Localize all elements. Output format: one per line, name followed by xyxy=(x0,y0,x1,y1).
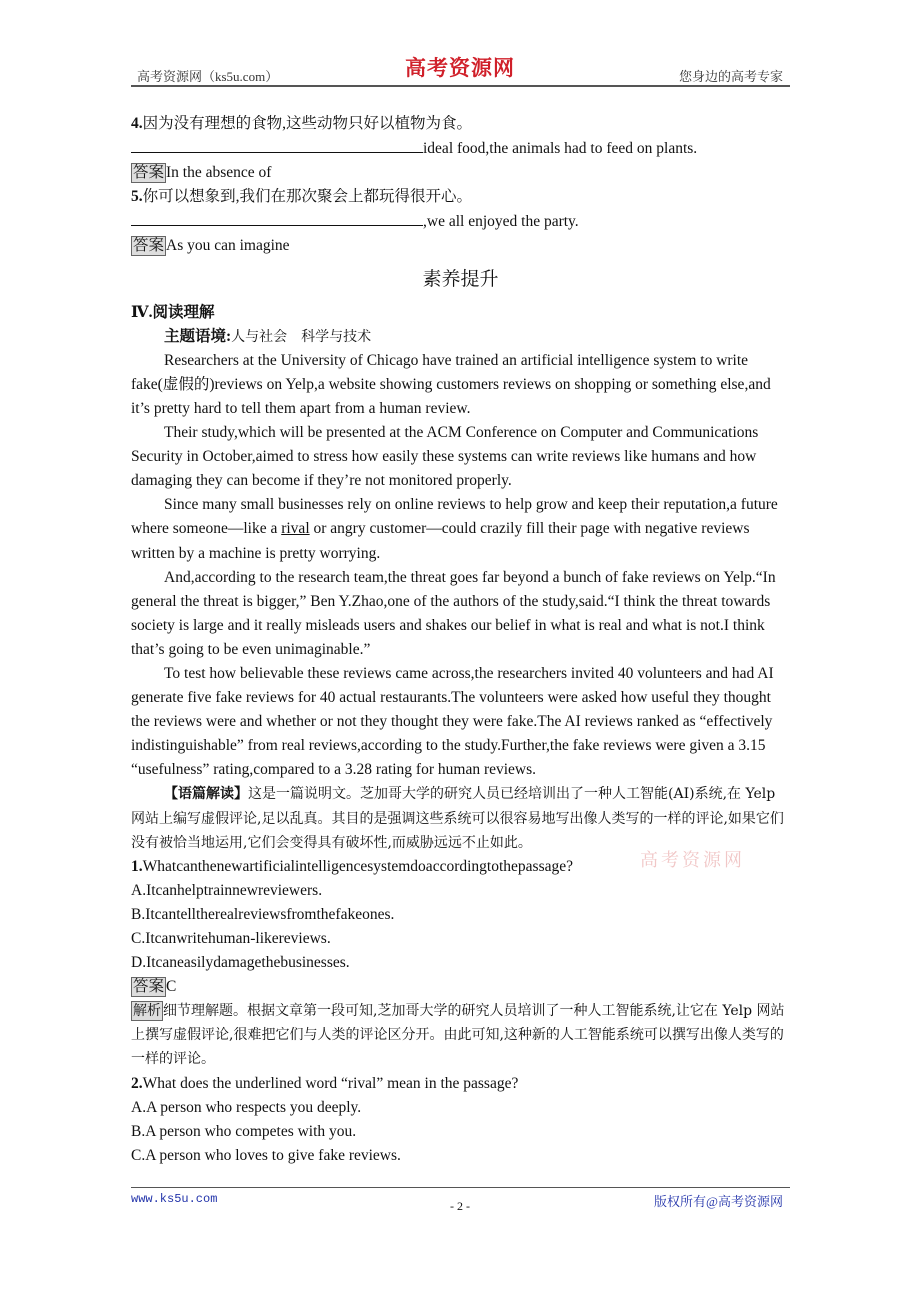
passage-paragraph: To test how believable these reviews came across,the researchers invited 40 volunteers and had AI generate five fake reviews for 40 actual restaurants.The volunteers were asked how useful they thought the reviews were and whether or not they thought they were fake.The AI reviews ranked as “effectively indistinguishable” from real reviews,according to the study.Further,the fake reviews were given a 3.15 “usefulness” rating,compared to a 3.28 rating for human reviews. xyxy=(131,664,774,779)
footer-link[interactable]: www.ks5u.com xyxy=(131,1192,218,1206)
passage-paragraph: And,according to the research team,the threat goes far beyond a bunch of fake reviews on Yelp.“In general the threat is bigger,” Ben Y.Zhao,one of the authors of the study,said.“I think the threat towards society is large and it really misleads users and shakes our belief in what is real and what is not.I think that’s going to be even unimaginable.” xyxy=(131,568,776,658)
q1-explanation xyxy=(131,999,790,1071)
q1-option: A.Itcanhelptrainnewreviewers. xyxy=(131,881,323,899)
underlined-word: rival xyxy=(281,520,310,538)
q4-prompt xyxy=(131,112,790,136)
q5-sentence xyxy=(131,209,790,234)
para3-after: or angry customer—could crazily fill their page with negative reviews written by a machine is pretty worrying. xyxy=(131,520,750,562)
header-logo: 高考资源网 xyxy=(405,56,515,80)
answer-tag: 答案 xyxy=(133,164,165,182)
analysis-label: 【语篇解读】 xyxy=(164,786,248,803)
passage-paragraph xyxy=(131,493,790,565)
q1-option: C.Itcanwritehuman-likereviews. xyxy=(131,930,331,947)
q1-number: 1. xyxy=(131,857,143,875)
passage-paragraph: Their study,which will be presented at the ACM Conference on Computer and Communications Security in October,aimed to stress how easily these systems can write reviews like humans and how damaging they can become if they’re not monitored properly. xyxy=(131,424,759,490)
q4-number: 4. xyxy=(131,115,143,132)
section-title: 素养提升 xyxy=(422,268,499,290)
answer-tag: 答案 xyxy=(133,978,165,996)
header-site-name: 高考资源网（ks5u.com） xyxy=(137,69,279,84)
q2-option: B.A person who competes with you. xyxy=(131,1122,357,1140)
q1-option: B.Itcantelltherealreviewsfromthefakeones. xyxy=(131,905,395,923)
q2-option: A.A person who respects you deeply. xyxy=(131,1098,362,1116)
para3-before: Since many small businesses rely on online reviews to help grow and keep their reputation,a future where someone—like a xyxy=(131,496,778,538)
q4-answer-text: In the absence of xyxy=(166,164,272,182)
passage-analysis xyxy=(131,782,790,854)
passage-paragraph: Researchers at the University of Chicago have trained an artificial intelligence system to write fake(虚假的)reviews on Yelp,a website showing customers reviews on shopping or something else,and it’s pretty hard to tell them apart from a human review. xyxy=(131,351,771,417)
q5-prompt xyxy=(131,185,790,209)
header-divider xyxy=(131,85,790,87)
watermark: 高考资源网 xyxy=(640,850,745,870)
q1-stem-text: Whatcanthenewartificialintelligencesystemdoaccordingtothepassage? xyxy=(142,857,573,875)
q4-blank xyxy=(131,136,423,153)
q5-answer xyxy=(131,234,790,258)
page-number: - 2 - xyxy=(450,1199,470,1213)
footer-divider xyxy=(131,1187,790,1188)
footer-copyright: 版权所有@高考资源网 xyxy=(654,1194,783,1209)
q4-sentence xyxy=(131,136,790,161)
header-slogan: 您身边的高考专家 xyxy=(678,69,783,84)
explanation-tag: 解析 xyxy=(133,1003,161,1020)
theme xyxy=(131,325,790,349)
q1-explanation-text: 细节理解题。根据文章第一段可知,芝加哥大学的研究人员培训了一种人工智能系统,让它在 Yelp 网站上撰写虚假评论,很难把它们与人类的评论区分开。由此可知,这种新的人工智能系统可以撰写出像人类写的一样的评论。 xyxy=(131,1003,785,1068)
q5-number: 5. xyxy=(131,188,143,206)
q4-prompt-text: 因为没有理想的食物,这些动物只好以植物为食。 xyxy=(142,115,473,132)
q5-blank xyxy=(131,209,423,226)
q5-prompt-text: 你可以想象到,我们在那次聚会上都玩得很开心。 xyxy=(142,188,473,206)
q2-option: C.A person who loves to give fake reviews. xyxy=(131,1146,401,1164)
part-title xyxy=(131,301,790,325)
q2-stem xyxy=(131,1072,790,1096)
q1-answer xyxy=(131,975,790,999)
content xyxy=(131,112,790,1168)
q5-answer-text: As you can imagine xyxy=(166,237,290,255)
q2-stem-text: What does the underlined word “rival” mean in the passage? xyxy=(142,1074,519,1092)
q4-answer xyxy=(131,161,790,185)
theme-label: 主题语境: xyxy=(164,327,232,345)
part-title-text: Ⅳ.阅读理解 xyxy=(131,303,215,321)
theme-text: 人与社会 科学与技术 xyxy=(231,328,372,345)
q1-option: D.Itcaneasilydamagethebusinesses. xyxy=(131,954,350,972)
q2-number: 2. xyxy=(131,1074,143,1092)
analysis-text: 这是一篇说明文。芝加哥大学的研究人员已经培训出了一种人工智能(AI)系统,在 Yelp 网站上编写虚假评论,足以乱真。其目的是强调这些系统可以很容易地写出像人类写的一样的评论,如果它们没有被恰当地运用,它们会变得具有破坏性,而威胁远远不止如此。 xyxy=(131,786,784,851)
q1-answer-text: C xyxy=(166,978,177,996)
answer-tag: 答案 xyxy=(133,237,165,255)
q4-sentence-text: ideal food,the animals had to feed on plants. xyxy=(423,140,698,158)
q5-sentence-text: ,we all enjoyed the party. xyxy=(423,213,579,231)
